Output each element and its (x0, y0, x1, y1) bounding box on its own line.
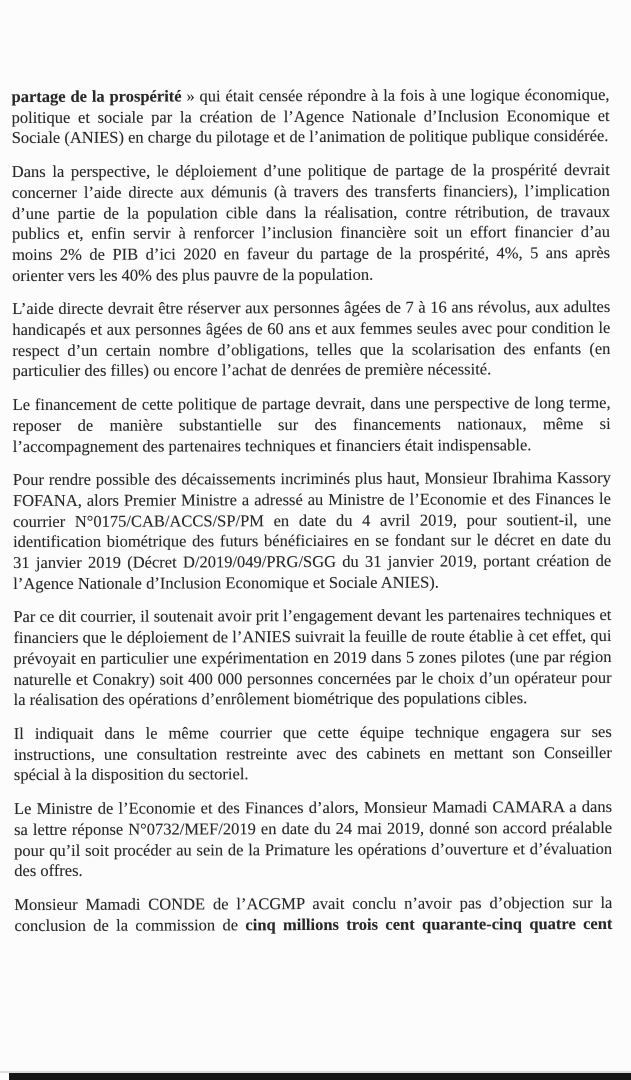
text-run: Il indiquait dans le même courrier que cette équipe technique engagera sur ses instructions, une consultation restreinte avec des cabinets en mettant son Conseiller spécial à la disposition du sectoriel. (13, 721, 612, 785)
paragraph (14, 893, 612, 936)
text-run: Pour rendre possible des décaissements incriminés plus haut, Monsieur Ibrahima Kassory FOFANA, alors Premier Ministre a adressé au Ministre de l’Economie et des Finances le courrier N°0175/CAB/ACCS/SP/PM en date du 4 avril 2019, pour soutient-il, une identification biométrique des futurs bénéficiaires en se fondant sur le décret en date du 31 janvier 2019 (Décret D/2019/049/PRG/SGG du 31 janvier 2019, portant création de l’Agence Nationale d’Inclusion Economique et Sociale ANIES). (12, 468, 612, 593)
paragraph (13, 468, 611, 594)
paragraph (12, 297, 610, 382)
paragraph (14, 797, 612, 882)
paragraph (13, 605, 611, 711)
paragraph (11, 85, 609, 149)
text-run: Monsieur Mamadi CONDE de l’ACGMP avait conclu n’avoir pas d’objection sur la conclusion de la commission de (14, 892, 613, 935)
text-run: Le financement de cette politique de partage devrait, dans une perspective de long terme, reposer de manière substantielle sur des financements nationaux, même si l’accompagnement des partenaires techniques et financiers était indispensable. (12, 393, 611, 456)
text-run: L’aide directe devrait être réserver aux personnes âgées de 7 à 16 ans révolus, aux adultes handicapés et aux personnes âgées de 60 ans et aux femmes seules avec pour condition le respect d’un certain nombre d’obligations, telles que la scolarisation des enfants (en particulier des filles) ou encore l’achat de denrées de première nécessité. (12, 297, 611, 381)
bold-text-run: partage de la prospérité (11, 86, 182, 107)
text-run: » qui était censée répondre à la fois à une logique économique, politique et sociale par la création de l’Agence Nationale d’Inclusion Economique et Sociale (ANIES) en charge du pilotage et de l’animation de politique publique considérée. (11, 84, 610, 148)
text-run: Par ce dit courrier, il soutenait avoir prit l’engagement devant les partenaires techniques et financiers que le déploiement de l’ANIES suivrait la feuille de route établie à cet effet, qui prévoyait en particulier une expérimentation en 2019 dans 5 zones pilotes (une par région naturelle et Conakry) soit 400 000 personnes concernées par le choix d’un opérateur pour la réalisation des opérations d’enrôlement biométrique des populations cibles. (13, 605, 612, 710)
paragraph (13, 393, 611, 457)
text-run: Le Ministre de l’Economie et des Finances d’alors, Monsieur Mamadi CAMARA a dans sa lettre réponse N°0732/MEF/2019 en date du 24 mai 2019, donné son accord préalable pour qu’il soit procéder au sein de la Primature les opérations d’ouverture et d’évaluation des offres. (13, 797, 613, 881)
text-run: Dans la perspective, le déploiement d’une politique de partage de la prospérité devrait concerner l’aide directe aux démunis (à travers des transferts financiers), l’implication d’une partie de la population cible dans la réalisation, contre rétribution, de travaux publics et, enfin servir à renforcer l’inclusion financière soit un effort financier d’au moins 2% de PIB d’ici 2020 en faveur du partage de la prospérité, 4%, 5 ans après orienter vers les 40% des plus pauvre de la population. (11, 160, 611, 285)
paragraph (14, 722, 612, 786)
paragraph (12, 160, 610, 286)
bold-text-run: cinq millions trois cent quarante-cinq quatre cent (245, 913, 613, 934)
document-body (11, 85, 612, 949)
scan-bottom-bar (9, 1073, 631, 1080)
